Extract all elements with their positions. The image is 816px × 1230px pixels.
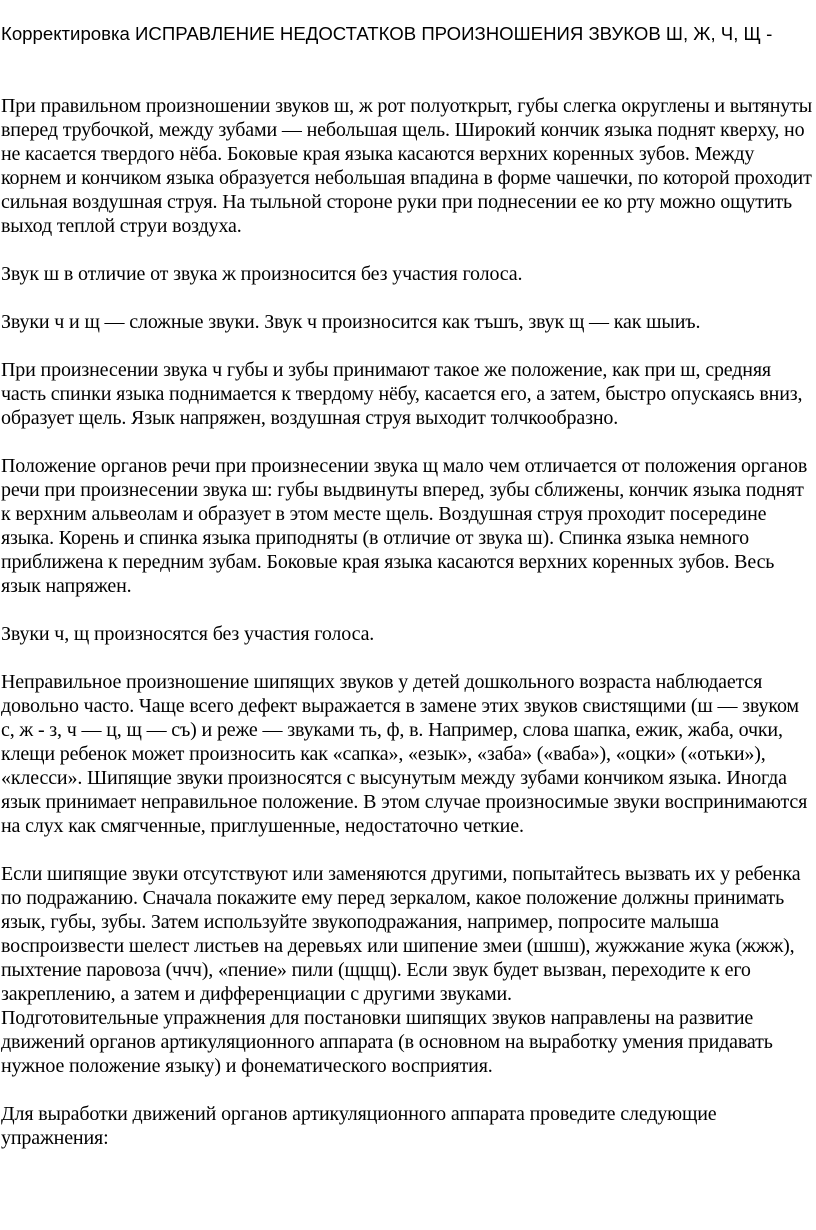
- paragraph-ch-articulation: При произнесении звука ч губы и зубы принимают такое же положение, как при ш, средняя часть спинки языка поднимается к твердому нёбу, касается его, а затем, быстро опускаясь вниз, образует щель. Язык напряжен, воздушная струя выходит толчкообразно.: [1, 359, 803, 429]
- paragraph-sh-voiceless: Звук ш в отличие от звука ж произносится без участия голоса.: [1, 263, 523, 285]
- paragraph-ch-shch-voiceless: Звуки ч, щ произносятся без участия голоса.: [1, 623, 375, 645]
- paragraph-correct-pronunciation-sh-zh: При правильном произношении звуков ш, ж рот полуоткрыт, губы слегка округлены и вытянуты вперед трубочкой, между зубами — небольшая щель. Широкий кончик языка поднят кверху, но не касается твердого нёба. Боковые края языка касаются верхних коренных зубов. Между корнем и кончиком языка образуется небольшая впадина в форме чашечки, по которой проходит сильная воздушная струя. На тыльной стороне руки при поднесении ее ко рту можно ощутить выход теплой струи воздуха.: [1, 95, 812, 237]
- paragraph-evoking-sounds: Если шипящие звуки отсутствуют или заменяются другими, попытайтесь вызвать их у ребенка по подражанию. Сначала покажите ему перед зеркалом, какое положение должны принимать язык, губы, зубы. Затем используйте звукоподражания, например, попросите малыша воспроизвести шелест листьев на деревьях или шипение змеи (шшш), жужжание жука (жжж), пыхтение паровоза (ччч), «пение» пили (щщщ). Если звук будет вызван, переходите к его закреплению, а затем и дифференциации с другими звуками.: [1, 863, 801, 1005]
- paragraph-ch-shch-complex: Звуки ч и щ — сложные звуки. Звук ч произносится как тъшъ, звук щ — как шыиъ.: [1, 311, 701, 333]
- paragraph-exercises-intro: Для выработки движений органов артикуляционного аппарата проведите следующие упражнения:: [1, 1103, 717, 1149]
- paragraph-incorrect-pronunciation: Неправильное произношение шипящих звуков у детей дошкольного возраста наблюдается довольно часто. Чаще всего дефект выражается в замене этих звуков свистящими (ш — звуком с, ж - з, ч — ц, щ — съ) и реже — звуками ть, ф, в. Например, слова шапка, ежик, жаба, очки, клещи ребенок может произносить как «сапка», «езык», «заба» («ваба»), «оцки» («отьки»), «клесси». Шипящие звуки произносятся с высунутым между зубами кончиком языка. Иногда язык принимает неправильное положение. В этом случае произносимые звуки воспринимаются на слух как смягченные, приглушенные, недостаточно четкие.: [1, 671, 808, 837]
- paragraph-shch-articulation: Положение органов речи при произнесении звука щ мало чем отличается от положения органов речи при произнесении звука ш: губы выдвинуты вперед, зубы сближены, кончик языка поднят к верхним альвеолам и образует в этом месте щель. Воздушная струя проходит посередине языка. Корень и спинка языка приподняты (в отличие от звука ш). Спинка языка немного приближена к передним зубам. Боковые края языка касаются верхних коренных зубов. Весь язык напряжен.: [1, 455, 808, 597]
- paragraph-preparatory-exercises: Подготовительные упражнения для постановки шипящих звуков направлены на развитие движений органов артикуляционного аппарата (в основном на выработку умения придавать нужное положение языку) и фонематического восприятия.: [1, 1007, 773, 1077]
- document-title: Корректировка ИСПРАВЛЕНИЕ НЕДОСТАТКОВ ПРОИЗНОШЕНИЯ ЗВУКОВ Ш, Ж, Ч, Щ -: [1, 23, 773, 44]
